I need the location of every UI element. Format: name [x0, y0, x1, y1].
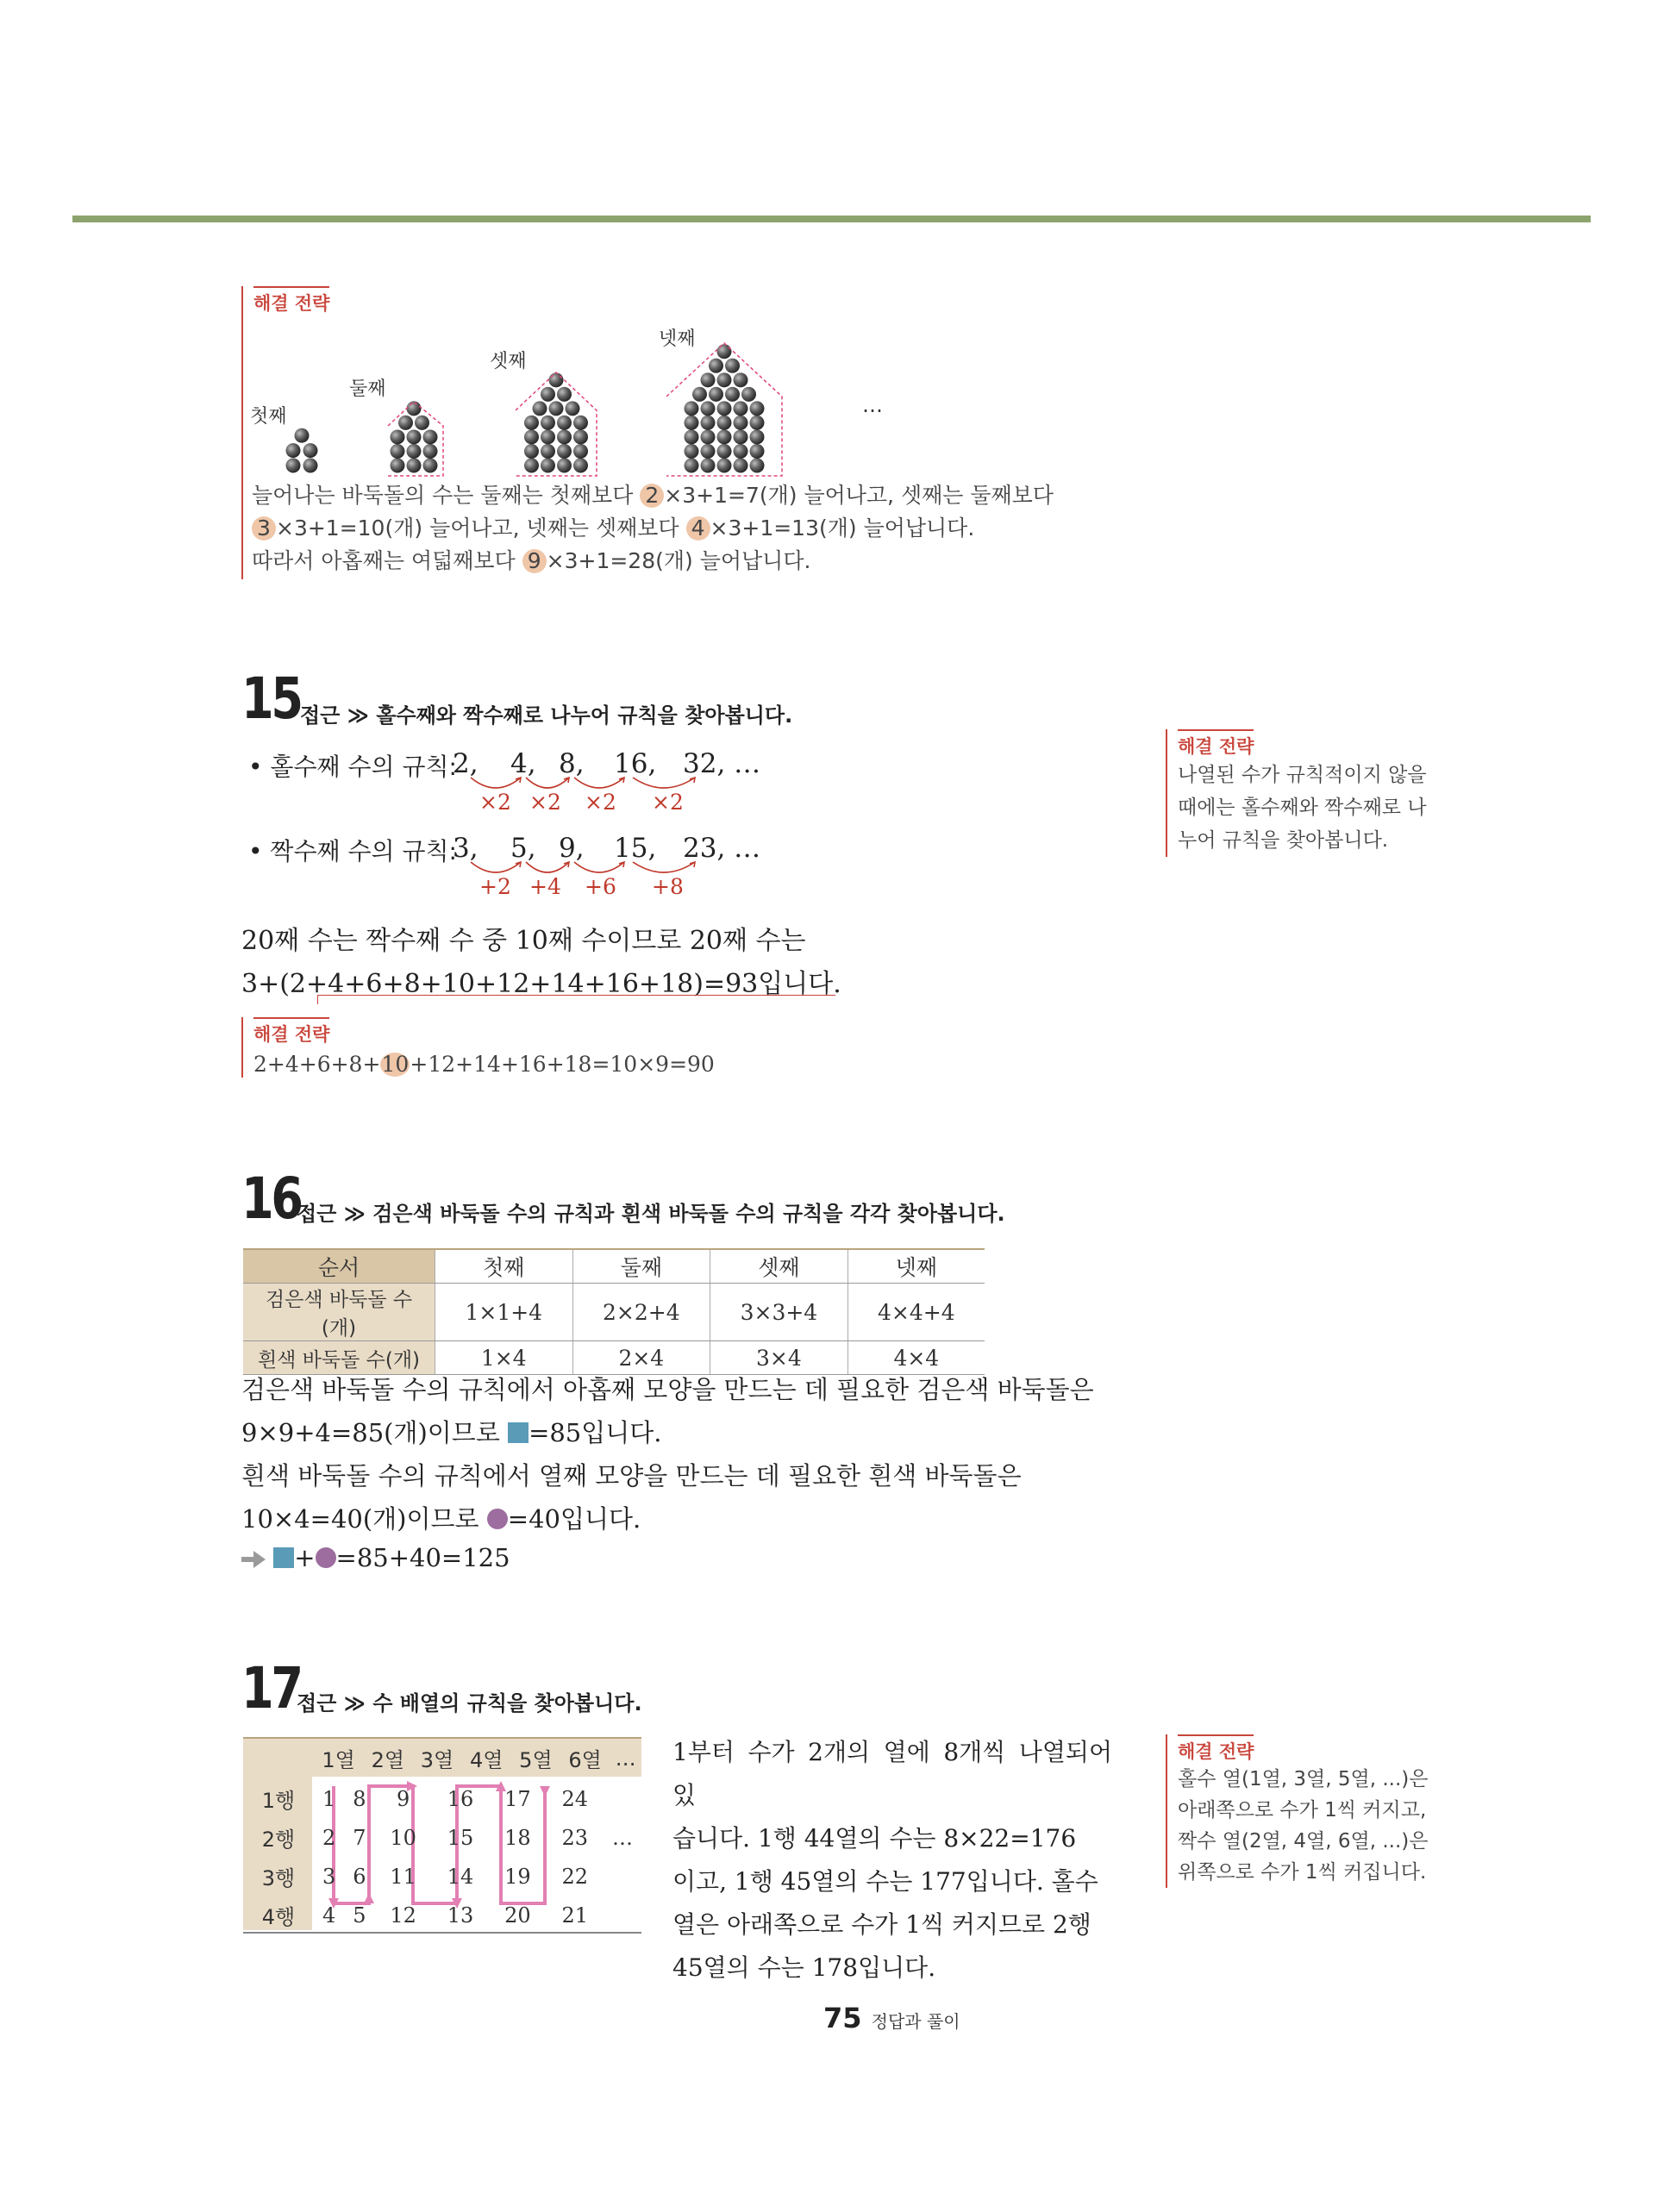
even-op-3: +6 — [585, 874, 616, 899]
col-header: … — [615, 1746, 636, 1771]
table-cell: 8 — [353, 1786, 366, 1811]
p17-text-line-2: 습니다. 1행 44열의 수는 8×22=176 — [672, 1824, 1077, 1853]
footer-label: 정답과 풀이 — [871, 2011, 960, 2032]
row-header: 4행 — [261, 1905, 296, 1929]
label-ellipsis: … — [862, 393, 883, 417]
arrow-right-icon — [241, 1545, 266, 1562]
table-cell: 22 — [561, 1864, 589, 1889]
p16-line-1: 검은색 바둑돌 수의 규칙에서 아홉째 모양을 만드는 데 필요한 검은색 바둑돌은 — [241, 1375, 1094, 1404]
purple-circle-icon — [316, 1547, 336, 1568]
p17-table-body — [243, 1779, 641, 1934]
side-line-2: 때에는 홀수째와 짝수째로 나 — [1178, 797, 1427, 819]
table-cell: 넷째 — [848, 1249, 985, 1284]
col-header: 1열 — [322, 1748, 355, 1772]
table-cell: 23 — [561, 1825, 589, 1850]
problem-17-number: 17 — [241, 1655, 301, 1721]
highlight-9: 9 — [522, 549, 547, 573]
table-cell: 7 — [353, 1825, 366, 1850]
table-cell: 12 — [390, 1903, 416, 1928]
blue-square-icon — [273, 1547, 294, 1568]
page-footer — [823, 2002, 960, 2034]
top-divider-bar — [72, 216, 1591, 222]
side-line-3: 짝수 열(2열, 4열, 6열, ...)은 — [1178, 1830, 1429, 1853]
table-cell: 3×3+4 — [710, 1284, 848, 1341]
p17-side-strategy — [1166, 1734, 1471, 1888]
side-line-3: 누어 규칙을 찾아봅니다. — [1178, 829, 1389, 852]
table-cell: 1 — [322, 1786, 336, 1811]
strategy-title: 해결 전략 — [253, 286, 329, 316]
table-cell: 5 — [353, 1903, 366, 1928]
table-cell: 10 — [390, 1825, 416, 1850]
table-cell: 4×4+4 — [848, 1284, 985, 1341]
highlight-2: 2 — [640, 484, 664, 508]
strategy-title: 해결 전략 — [1178, 729, 1254, 759]
p15-conclusion-line-1: 20째 수는 짝수째 수 중 10째 수이므로 20째 수는 — [241, 926, 806, 956]
table-row — [243, 1818, 641, 1857]
p15-bracket-line — [317, 995, 835, 1004]
label-first: 첫째 — [250, 406, 287, 428]
table-cell: 검은색 바둑돌 수(개) — [243, 1284, 435, 1341]
table-cell: 순서 — [243, 1249, 435, 1284]
problem-16-number: 16 — [241, 1165, 301, 1232]
row-header: 3행 — [261, 1866, 296, 1890]
side-line-1: 홀수 열(1열, 3열, 5열, ...)은 — [1178, 1768, 1429, 1790]
odd-op-3: ×2 — [585, 790, 616, 815]
p15-even-rule: • 짝수째 수의 규칙: — [248, 837, 457, 865]
col-header: 3열 — [420, 1748, 454, 1772]
p16-line-2: 9×9+4=85(개)이므로 =85입니다. — [241, 1418, 662, 1447]
col-header: 5열 — [519, 1748, 553, 1772]
table-cell: 17 — [504, 1786, 531, 1811]
row-header: 1행 — [261, 1789, 296, 1813]
table-cell: 13 — [447, 1903, 474, 1928]
table-row — [243, 1896, 641, 1934]
side-line-4: 위쪽으로 수가 1씩 커집니다. — [1178, 1861, 1427, 1884]
table-cell: 20 — [504, 1903, 531, 1928]
table-cell: 4 — [322, 1903, 336, 1928]
table-cell: 14 — [447, 1864, 474, 1889]
odd-value-2: 4, — [510, 748, 536, 779]
p16-table — [243, 1248, 985, 1375]
table-cell: 둘째 — [572, 1249, 710, 1284]
table-cell: 2×2+4 — [572, 1284, 710, 1341]
odd-value-5: 32, … — [683, 748, 761, 779]
table-cell: 16 — [447, 1786, 474, 1811]
purple-circle-icon — [487, 1509, 508, 1529]
even-value-1: 3, — [453, 833, 478, 864]
odd-value-3: 8, — [559, 748, 585, 779]
p16-line-5: + =85+40=125 — [241, 1543, 510, 1572]
table-cell: 4×4 — [848, 1341, 985, 1375]
p15-side-strategy — [1166, 729, 1462, 857]
label-third: 셋째 — [490, 351, 527, 372]
p15-conclusion-line-2: 3+(2+4+6+8+10+12+14+16+18)=93입니다. — [241, 969, 841, 999]
problem-17-approach: 접근 ≫ 수 배열의 규칙을 찾아봅니다. — [297, 1691, 642, 1715]
odd-op-4: ×2 — [652, 790, 684, 815]
table-row — [243, 1341, 985, 1375]
odd-op-2: ×2 — [529, 790, 561, 815]
table-cell: 3 — [322, 1864, 336, 1889]
highlight-4: 4 — [686, 516, 710, 541]
table-cell: 9 — [397, 1786, 410, 1811]
table-cell: 1×1+4 — [435, 1284, 573, 1341]
table-cell: 19 — [504, 1864, 531, 1889]
p17-explanation — [672, 1731, 1112, 1990]
strategy-title: 해결 전략 — [1178, 1734, 1254, 1764]
odd-value-4: 16, — [614, 748, 657, 779]
table-cell: 흰색 바둑돌 수(개) — [243, 1341, 435, 1375]
problem-16-approach: 접근 ≫ 검은색 바둑돌 수의 규칙과 흰색 바둑돌 수의 규칙을 각각 찾아봅니다. — [297, 1202, 1005, 1226]
label-fourth: 넷째 — [659, 328, 696, 350]
row-header: 2행 — [261, 1828, 296, 1852]
highlight-3: 3 — [252, 516, 276, 541]
table-cell: 셋째 — [710, 1249, 848, 1284]
p17-text-line-3: 이고, 1행 45열의 수는 177입니다. 홀수 — [672, 1867, 1098, 1896]
table-cell: 18 — [504, 1825, 531, 1850]
even-value-4: 15, — [614, 833, 657, 864]
col-header: 4열 — [469, 1748, 504, 1772]
p16-line-4: 10×4=40(개)이므로 =40입니다. — [241, 1504, 641, 1534]
even-op-1: +2 — [479, 874, 511, 899]
table-row — [243, 1857, 641, 1896]
p15-strategy-formula: 2+4+6+8+10+12+14+16+18=10×9=90 — [253, 1052, 715, 1077]
table-cell: 첫째 — [435, 1249, 573, 1284]
side-line-1: 나열된 수가 규칙적이지 않을 — [1178, 764, 1427, 786]
table-cell: 2 — [322, 1825, 336, 1850]
strategy-title: 해결 전략 — [253, 1017, 329, 1047]
table-cell: 3×4 — [710, 1341, 848, 1375]
table-row — [243, 1779, 641, 1818]
p15-odd-rule: • 홀수째 수의 규칙: — [248, 753, 457, 781]
even-op-2: +4 — [529, 874, 561, 899]
col-header: 6열 — [568, 1748, 602, 1772]
blue-square-icon — [508, 1422, 529, 1443]
odd-value-1: 2, — [453, 748, 478, 779]
label-second: 둘째 — [349, 378, 386, 400]
table-ellipsis: … — [612, 1825, 633, 1850]
col-header: 2열 — [371, 1748, 405, 1772]
top-strategy-line-2: 3 ×3+1=10(개) 늘어나고, 넷째는 셋째보다 4 ×3+1=13(개) 늘어납니다. — [252, 512, 1079, 545]
table-cell: 6 — [353, 1864, 366, 1889]
top-strategy-text — [252, 479, 1079, 578]
pentagon-stones-figure — [250, 319, 854, 483]
top-strategy-line-1: 늘어나는 바둑돌의 수는 둘째는 첫째보다 2 ×3+1=7(개) 늘어나고, 셋째는 둘째보다 — [252, 483, 1054, 508]
even-value-3: 9, — [559, 833, 585, 864]
p17-text-line-5: 45열의 수는 178입니다. — [672, 1953, 936, 1982]
table-cell: 15 — [447, 1825, 474, 1850]
p17-text-line-4: 열은 아래쪽으로 수가 1씩 커지므로 2행 — [672, 1910, 1091, 1939]
odd-op-1: ×2 — [479, 790, 511, 815]
table-row — [243, 1739, 641, 1778]
p17-text-line-1: 1부터 수가 2개의 열에 8개씩 나열되어 있 — [672, 1738, 1112, 1809]
page-number: 75 — [823, 2002, 862, 2034]
table-cell: 1×4 — [435, 1341, 573, 1375]
table-cell: 21 — [561, 1903, 589, 1928]
p16-line-3: 흰색 바둑돌 수의 규칙에서 열째 모양을 만드는 데 필요한 흰색 바둑돌은 — [241, 1461, 1022, 1490]
problem-15-approach: 접근 ≫ 홀수째와 짝수째로 나누어 규칙을 찾아봅니다. — [300, 703, 793, 728]
top-strategy-line-3: 따라서 아홉째는 여덟째보다 9 ×3+1=28(개) 늘어납니다. — [252, 548, 811, 573]
table-row — [243, 1284, 985, 1341]
problem-15-number: 15 — [241, 665, 301, 732]
table-row — [243, 1249, 985, 1284]
p15-strategy-box — [241, 1017, 715, 1078]
even-value-2: 5, — [510, 833, 536, 864]
side-line-2: 아래쪽으로 수가 1씩 커지고, — [1178, 1799, 1427, 1821]
table-cell: 2×4 — [572, 1341, 710, 1375]
table-cell: 11 — [390, 1864, 416, 1889]
even-op-4: +8 — [652, 874, 684, 899]
table-cell: 24 — [561, 1786, 589, 1811]
even-value-5: 23, … — [683, 833, 761, 864]
highlight-10: 10 — [381, 1052, 410, 1077]
